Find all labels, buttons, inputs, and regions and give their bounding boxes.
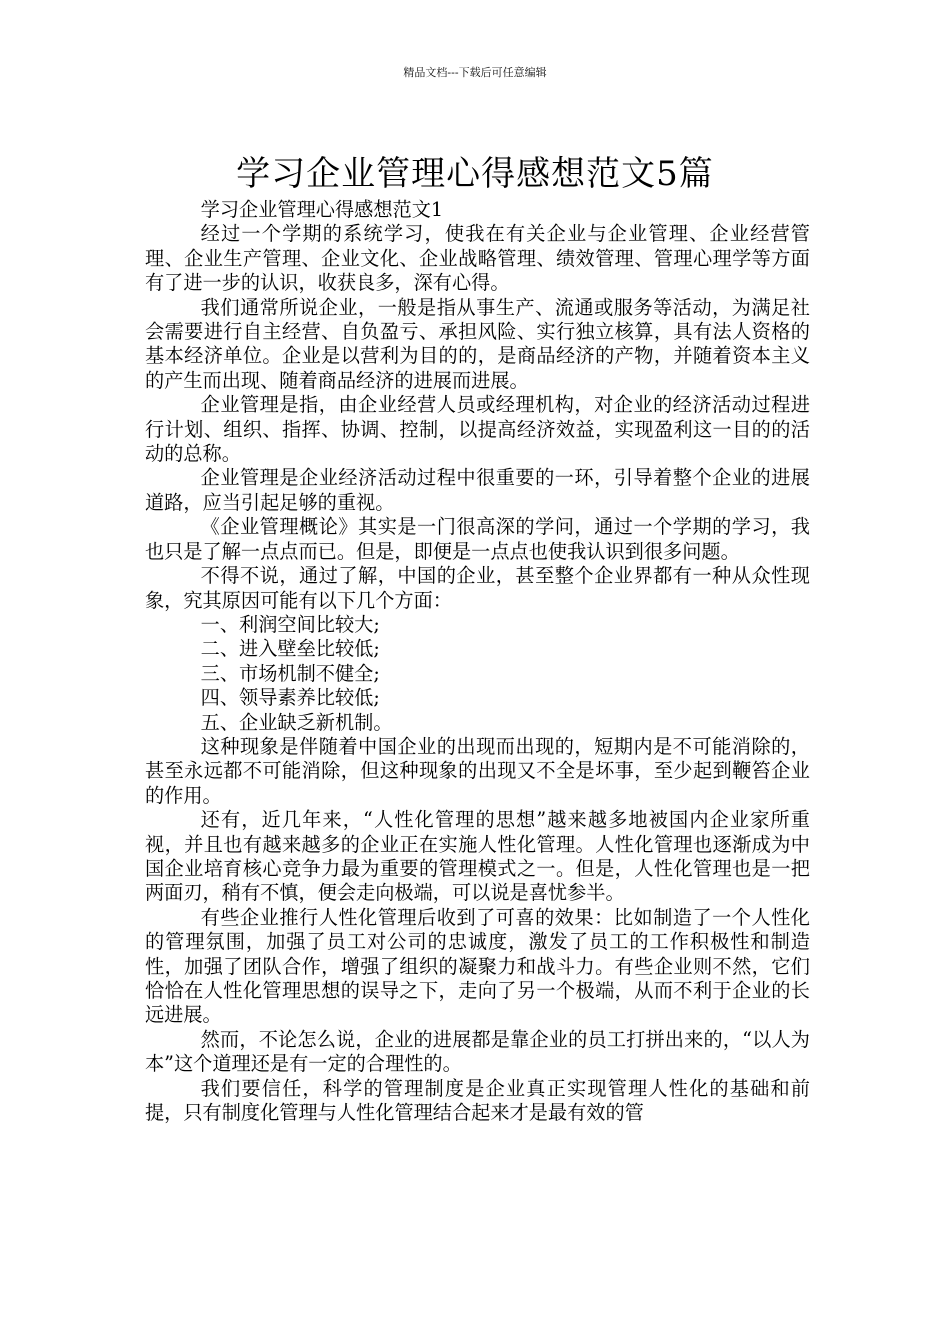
paragraph: 我们要信任，科学的管理制度是企业真正实现管理人性化的基础和前提，只有制度化管理与人性化管理结合起来才是最有效的管: [145, 1076, 810, 1125]
paragraph: 不得不说，通过了解，中国的企业，甚至整个企业界都有一种从众性现象，究其原因可能有以下几个方面：: [145, 564, 810, 612]
paragraph: 经过一个学期的系统学习，使我在有关企业与企业管理、企业经营管理、企业生产管理、企业文化、企业战略管理、绩效管理、管理心理学等方面有了进一步的认识，收获良多，深有心得。: [145, 222, 810, 295]
list-item: 五、企业缺乏新机制。: [200, 710, 393, 734]
section-heading: 学习企业管理心得感想范文1: [200, 198, 444, 221]
paragraph: 《企业管理概论》其实是一门很高深的学问，通过一个学期的学习，我也只是了解一点点而已。但是，即便是一点点也使我认识到很多问题。: [145, 515, 810, 563]
paragraph: 然而，不论怎么说，企业的进展都是靠企业的员工打拼出来的，“以人为本”这个道理还是有一定的合理性的。: [145, 1027, 810, 1076]
paragraph: 还有，近几年来，“人性化管理的思想”越来越多地被国内企业家所重视，并且也有越来越多的企业正在实施人性化管理。人性化管理也逐渐成为中国企业培育核心竞争力最为重要的管理模式之一。但是，人性化管理也是一把两面刃，稍有不慎，便会走向极端，可以说是喜忧参半。: [145, 808, 810, 905]
paragraph: 有些企业推行人性化管理后收到了可喜的效果：比如制造了一个人性化的管理氛围，加强了员工对公司的忠诚度，激发了员工的工作积极性和制造性，加强了团队合作，增强了组织的凝聚力和战斗力。有些企业则不然，它们恰恰在人性化管理思想的误导之下，走向了另一个极端，从而不利于企业的长远进展。: [145, 905, 810, 1027]
document-body: [145, 198, 810, 1125]
paragraph: 企业管理是指，由企业经营人员或经理机构，对企业的经济活动过程进行计划、组织、指挥、协调、控制，以提高经济效益，实现盈利这一目的的活动的总称。: [145, 393, 810, 466]
page-header: 精品文档---下载后可任意编辑: [403, 66, 547, 79]
paragraph: 企业管理是企业经济活动过程中很重要的一环，引导着整个企业的进展道路，应当引起足够的重视。: [145, 466, 810, 514]
list-item: 二、进入壁垒比较低;: [200, 637, 380, 661]
list-item: 四、领导素养比较低;: [200, 686, 380, 710]
document-title: 学习企业管理心得感想范文5篇: [236, 153, 714, 194]
paragraph: 我们通常所说企业，一般是指从事生产、流通或服务等活动，为满足社会需要进行自主经营、自负盈亏、承担风险、实行独立核算，具有法人资格的基本经济单位。企业是以营利为目的的，是商品经济的产物，并随着资本主义的产生而出现、随着商品经济的进展而进展。: [145, 295, 810, 392]
list-item: 三、市场机制不健全;: [200, 661, 380, 685]
paragraph: 这种现象是伴随着中国企业的出现而出现的，短期内是不可能消除的，甚至永远都不可能消除，但这种现象的出现又不全是坏事，至少起到鞭笞企业的作用。: [145, 734, 810, 807]
list-item: 一、利润空间比较大;: [200, 612, 380, 636]
